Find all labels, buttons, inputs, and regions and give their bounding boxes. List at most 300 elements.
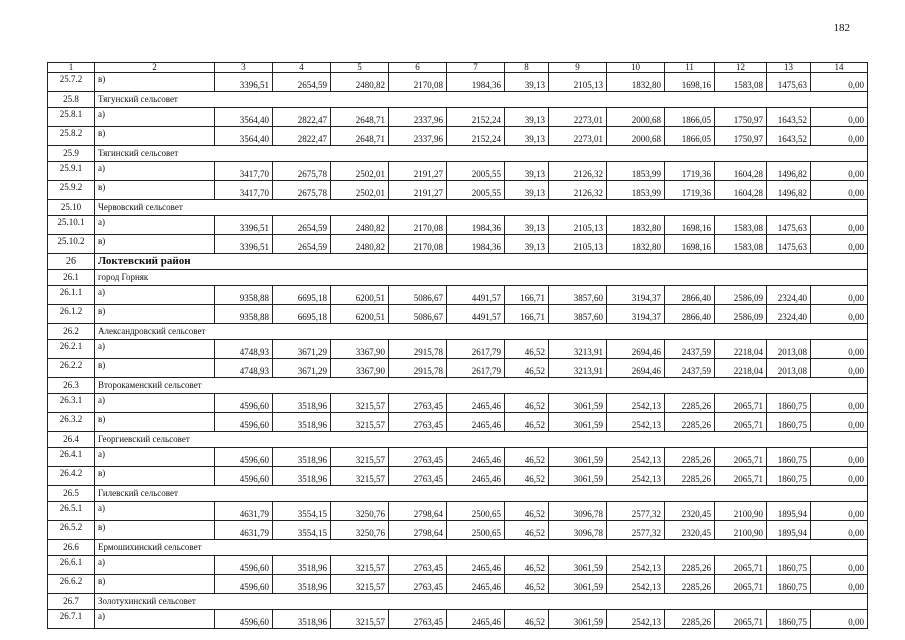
section-title: Золотухинский сельсовет	[95, 594, 868, 610]
value-cell-col-10: 1853,99	[607, 181, 665, 200]
value-cell-col-12: 2100,90	[715, 502, 767, 521]
row-code: 26.4.2	[48, 467, 95, 486]
table-row	[48, 162, 868, 181]
tariff-table	[47, 62, 868, 629]
value-cell-col-13: 1860,75	[767, 556, 811, 575]
value-cell-col-12: 1583,08	[715, 216, 767, 235]
value-cell-col-7: 2465,46	[447, 448, 505, 467]
row-code: 26.1.1	[48, 286, 95, 305]
value-cell-col-6: 2170,08	[389, 216, 447, 235]
value-cell-col-14: 0,00	[811, 127, 868, 146]
value-cell-col-13: 2013,08	[767, 359, 811, 378]
value-cell-col-6: 5086,67	[389, 286, 447, 305]
value-cell-col-8: 166,71	[505, 286, 549, 305]
value-cell-col-8: 46,52	[505, 448, 549, 467]
value-cell-col-4: 3518,96	[273, 413, 331, 432]
column-number-12: 12	[715, 63, 767, 73]
row-code: 25.7.2	[48, 73, 95, 92]
value-cell-col-11: 2285,26	[665, 448, 715, 467]
value-cell-col-10: 2542,13	[607, 575, 665, 594]
value-cell-col-13: 1496,82	[767, 181, 811, 200]
value-cell-col-13: 1860,75	[767, 413, 811, 432]
column-number-13: 13	[767, 63, 811, 73]
value-cell-col-13: 2324,40	[767, 286, 811, 305]
row-code: 26.1.2	[48, 305, 95, 324]
value-cell-col-9: 3857,60	[549, 286, 607, 305]
value-cell-col-12: 1604,28	[715, 162, 767, 181]
row-code: 26.5.2	[48, 521, 95, 540]
section-title: Ермошихинский сельсовет	[95, 540, 868, 556]
value-cell-col-9: 2105,13	[549, 216, 607, 235]
value-cell-col-7: 2152,24	[447, 108, 505, 127]
table-row	[48, 502, 868, 521]
table-row	[48, 216, 868, 235]
row-code: 26.6	[48, 540, 95, 556]
row-label: в)	[95, 127, 215, 146]
value-cell-col-6: 2915,78	[389, 359, 447, 378]
value-cell-col-9: 2105,13	[549, 73, 607, 92]
row-label: а)	[95, 502, 215, 521]
value-cell-col-4: 3518,96	[273, 394, 331, 413]
row-label: в)	[95, 467, 215, 486]
value-cell-col-4: 2654,59	[273, 73, 331, 92]
value-cell-col-3: 4596,60	[215, 394, 273, 413]
value-cell-col-7: 2500,65	[447, 502, 505, 521]
value-cell-col-8: 39,13	[505, 73, 549, 92]
value-cell-col-12: 2218,04	[715, 359, 767, 378]
value-cell-col-5: 3215,57	[331, 467, 389, 486]
table-row	[48, 127, 868, 146]
value-cell-col-13: 1895,94	[767, 521, 811, 540]
row-code: 25.10.1	[48, 216, 95, 235]
value-cell-col-9: 3061,59	[549, 448, 607, 467]
value-cell-col-14: 0,00	[811, 448, 868, 467]
table-row	[48, 521, 868, 540]
value-cell-col-8: 46,52	[505, 575, 549, 594]
value-cell-col-12: 2100,90	[715, 521, 767, 540]
section-row	[48, 92, 868, 108]
value-cell-col-6: 2763,45	[389, 556, 447, 575]
value-cell-col-11: 2866,40	[665, 286, 715, 305]
section-row	[48, 486, 868, 502]
value-cell-col-3: 4596,60	[215, 467, 273, 486]
value-cell-col-7: 1984,36	[447, 235, 505, 254]
value-cell-col-5: 3250,76	[331, 502, 389, 521]
value-cell-col-8: 46,52	[505, 521, 549, 540]
value-cell-col-12: 2065,71	[715, 394, 767, 413]
column-number-11: 11	[665, 63, 715, 73]
value-cell-col-12: 2065,71	[715, 556, 767, 575]
row-code: 26.3.2	[48, 413, 95, 432]
column-number-8: 8	[505, 63, 549, 73]
value-cell-col-13: 1860,75	[767, 448, 811, 467]
value-cell-col-8: 46,52	[505, 467, 549, 486]
section-title: Александровский сельсовет	[95, 324, 868, 340]
value-cell-col-11: 2320,45	[665, 521, 715, 540]
value-cell-col-12: 2586,09	[715, 305, 767, 324]
value-cell-col-13: 1860,75	[767, 394, 811, 413]
value-cell-col-10: 2542,13	[607, 556, 665, 575]
value-cell-col-10: 2542,13	[607, 448, 665, 467]
column-number-9: 9	[549, 63, 607, 73]
column-number-10: 10	[607, 63, 665, 73]
section-title: Тягунский сельсовет	[95, 92, 868, 108]
value-cell-col-4: 3518,96	[273, 448, 331, 467]
value-cell-col-14: 0,00	[811, 216, 868, 235]
value-cell-col-8: 46,52	[505, 413, 549, 432]
section-title: Второкаменский сельсовет	[95, 378, 868, 394]
table-row	[48, 73, 868, 92]
value-cell-col-13: 1643,52	[767, 108, 811, 127]
value-cell-col-10: 2577,32	[607, 502, 665, 521]
table-row	[48, 305, 868, 324]
value-cell-col-9: 2105,13	[549, 235, 607, 254]
value-cell-col-6: 2191,27	[389, 181, 447, 200]
value-cell-col-7: 2465,46	[447, 556, 505, 575]
value-cell-col-8: 46,52	[505, 340, 549, 359]
value-cell-col-9: 3857,60	[549, 305, 607, 324]
row-label: в)	[95, 575, 215, 594]
value-cell-col-6: 2915,78	[389, 340, 447, 359]
table-row	[48, 340, 868, 359]
row-label: в)	[95, 305, 215, 324]
value-cell-col-13: 1895,94	[767, 502, 811, 521]
value-cell-col-7: 2617,79	[447, 340, 505, 359]
value-cell-col-13: 1475,63	[767, 235, 811, 254]
row-label: в)	[95, 181, 215, 200]
value-cell-col-6: 2763,45	[389, 575, 447, 594]
value-cell-col-11: 1698,16	[665, 235, 715, 254]
value-cell-col-5: 3215,57	[331, 394, 389, 413]
column-number-5: 5	[331, 63, 389, 73]
value-cell-col-5: 2648,71	[331, 127, 389, 146]
value-cell-col-3: 4596,60	[215, 610, 273, 629]
value-cell-col-7: 2617,79	[447, 359, 505, 378]
value-cell-col-11: 1866,05	[665, 108, 715, 127]
value-cell-col-14: 0,00	[811, 556, 868, 575]
row-code: 26.2.2	[48, 359, 95, 378]
row-code: 26.1	[48, 270, 95, 286]
value-cell-col-14: 0,00	[811, 340, 868, 359]
value-cell-col-3: 3417,70	[215, 162, 273, 181]
value-cell-col-4: 2675,78	[273, 181, 331, 200]
value-cell-col-4: 3554,15	[273, 521, 331, 540]
value-cell-col-4: 3518,96	[273, 575, 331, 594]
value-cell-col-14: 0,00	[811, 394, 868, 413]
value-cell-col-12: 2065,71	[715, 610, 767, 629]
row-code: 26.7.1	[48, 610, 95, 629]
value-cell-col-6: 2763,45	[389, 413, 447, 432]
value-cell-col-3: 3564,40	[215, 127, 273, 146]
value-cell-col-5: 3215,57	[331, 413, 389, 432]
value-cell-col-11: 2285,26	[665, 413, 715, 432]
row-code: 26.5	[48, 486, 95, 502]
row-label: а)	[95, 286, 215, 305]
value-cell-col-3: 4596,60	[215, 556, 273, 575]
value-cell-col-3: 3564,40	[215, 108, 273, 127]
column-number-4: 4	[273, 63, 331, 73]
value-cell-col-6: 2763,45	[389, 610, 447, 629]
value-cell-col-4: 2654,59	[273, 216, 331, 235]
value-cell-col-8: 39,13	[505, 127, 549, 146]
row-code: 25.9.2	[48, 181, 95, 200]
value-cell-col-5: 2502,01	[331, 162, 389, 181]
table-row	[48, 610, 868, 629]
value-cell-col-8: 46,52	[505, 610, 549, 629]
row-code: 25.8.1	[48, 108, 95, 127]
value-cell-col-3: 4748,93	[215, 340, 273, 359]
row-label: а)	[95, 394, 215, 413]
row-code: 25.10.2	[48, 235, 95, 254]
value-cell-col-6: 2798,64	[389, 502, 447, 521]
value-cell-col-12: 1750,97	[715, 127, 767, 146]
value-cell-col-10: 2542,13	[607, 413, 665, 432]
value-cell-col-7: 2500,65	[447, 521, 505, 540]
value-cell-col-4: 3518,96	[273, 556, 331, 575]
value-cell-col-11: 2285,26	[665, 610, 715, 629]
value-cell-col-9: 2126,32	[549, 162, 607, 181]
value-cell-col-14: 0,00	[811, 286, 868, 305]
value-cell-col-10: 2694,46	[607, 359, 665, 378]
value-cell-col-9: 3213,91	[549, 340, 607, 359]
value-cell-col-11: 2320,45	[665, 502, 715, 521]
section-row	[48, 432, 868, 448]
row-code: 26.2	[48, 324, 95, 340]
row-code: 26.5.1	[48, 502, 95, 521]
value-cell-col-3: 3396,51	[215, 235, 273, 254]
section-row	[48, 540, 868, 556]
value-cell-col-4: 6695,18	[273, 305, 331, 324]
value-cell-col-12: 1583,08	[715, 235, 767, 254]
table-row	[48, 448, 868, 467]
row-label: а)	[95, 556, 215, 575]
row-label: в)	[95, 521, 215, 540]
value-cell-col-5: 2480,82	[331, 216, 389, 235]
row-label: в)	[95, 359, 215, 378]
table-row	[48, 359, 868, 378]
section-row	[48, 378, 868, 394]
column-number-14: 14	[811, 63, 868, 73]
row-code: 26.2.1	[48, 340, 95, 359]
table-row	[48, 394, 868, 413]
value-cell-col-10: 1832,80	[607, 235, 665, 254]
value-cell-col-9: 3213,91	[549, 359, 607, 378]
row-code: 26.3	[48, 378, 95, 394]
value-cell-col-12: 2065,71	[715, 575, 767, 594]
value-cell-col-5: 6200,51	[331, 286, 389, 305]
value-cell-col-12: 2218,04	[715, 340, 767, 359]
row-code: 26.3.1	[48, 394, 95, 413]
value-cell-col-14: 0,00	[811, 73, 868, 92]
value-cell-col-11: 1866,05	[665, 127, 715, 146]
value-cell-col-14: 0,00	[811, 467, 868, 486]
value-cell-col-5: 3367,90	[331, 340, 389, 359]
row-label: а)	[95, 162, 215, 181]
value-cell-col-10: 1853,99	[607, 162, 665, 181]
value-cell-col-7: 2465,46	[447, 467, 505, 486]
value-cell-col-9: 2273,01	[549, 127, 607, 146]
value-cell-col-11: 1698,16	[665, 216, 715, 235]
value-cell-col-9: 3096,78	[549, 521, 607, 540]
value-cell-col-14: 0,00	[811, 235, 868, 254]
table-row	[48, 235, 868, 254]
section-row	[48, 254, 868, 270]
value-cell-col-4: 3671,29	[273, 340, 331, 359]
value-cell-col-3: 4596,60	[215, 575, 273, 594]
value-cell-col-11: 2285,26	[665, 575, 715, 594]
row-code: 26.7	[48, 594, 95, 610]
value-cell-col-13: 1496,82	[767, 162, 811, 181]
value-cell-col-14: 0,00	[811, 521, 868, 540]
value-cell-col-14: 0,00	[811, 162, 868, 181]
value-cell-col-3: 4631,79	[215, 521, 273, 540]
value-cell-col-7: 2005,55	[447, 181, 505, 200]
value-cell-col-3: 4596,60	[215, 413, 273, 432]
value-cell-col-5: 3215,57	[331, 610, 389, 629]
row-code: 25.9	[48, 146, 95, 162]
value-cell-col-3: 3396,51	[215, 216, 273, 235]
value-cell-col-7: 4491,57	[447, 305, 505, 324]
value-cell-col-14: 0,00	[811, 502, 868, 521]
section-title: Локтевский район	[95, 254, 868, 270]
value-cell-col-9: 3061,59	[549, 556, 607, 575]
section-row	[48, 200, 868, 216]
value-cell-col-5: 3367,90	[331, 359, 389, 378]
value-cell-col-10: 2577,32	[607, 521, 665, 540]
value-cell-col-7: 2465,46	[447, 610, 505, 629]
row-label: а)	[95, 340, 215, 359]
value-cell-col-6: 2337,96	[389, 127, 447, 146]
value-cell-col-14: 0,00	[811, 413, 868, 432]
value-cell-col-8: 46,52	[505, 556, 549, 575]
value-cell-col-8: 46,52	[505, 394, 549, 413]
row-label: в)	[95, 73, 215, 92]
value-cell-col-3: 3396,51	[215, 73, 273, 92]
value-cell-col-13: 1475,63	[767, 73, 811, 92]
section-title: Гилевский сельсовет	[95, 486, 868, 502]
table-row	[48, 575, 868, 594]
value-cell-col-6: 2763,45	[389, 448, 447, 467]
value-cell-col-7: 1984,36	[447, 216, 505, 235]
value-cell-col-5: 3215,57	[331, 448, 389, 467]
row-code: 26.6.2	[48, 575, 95, 594]
value-cell-col-4: 2822,47	[273, 127, 331, 146]
value-cell-col-13: 1860,75	[767, 467, 811, 486]
value-cell-col-5: 2480,82	[331, 235, 389, 254]
value-cell-col-10: 2694,46	[607, 340, 665, 359]
row-code: 26	[48, 254, 95, 270]
row-code: 26.4.1	[48, 448, 95, 467]
value-cell-col-3: 9358,88	[215, 286, 273, 305]
value-cell-col-5: 3215,57	[331, 556, 389, 575]
value-cell-col-6: 2763,45	[389, 467, 447, 486]
value-cell-col-11: 2437,59	[665, 340, 715, 359]
value-cell-col-9: 3061,59	[549, 610, 607, 629]
value-cell-col-11: 2285,26	[665, 467, 715, 486]
value-cell-col-9: 3061,59	[549, 467, 607, 486]
row-label: а)	[95, 216, 215, 235]
value-cell-col-12: 1750,97	[715, 108, 767, 127]
value-cell-col-3: 4631,79	[215, 502, 273, 521]
value-cell-col-10: 2542,13	[607, 467, 665, 486]
value-cell-col-11: 2285,26	[665, 556, 715, 575]
value-cell-col-10: 1832,80	[607, 216, 665, 235]
row-code: 25.10	[48, 200, 95, 216]
section-title: Червовский сельсовет	[95, 200, 868, 216]
value-cell-col-8: 39,13	[505, 162, 549, 181]
value-cell-col-6: 2170,08	[389, 73, 447, 92]
column-number-row	[48, 63, 868, 73]
value-cell-col-5: 3250,76	[331, 521, 389, 540]
value-cell-col-7: 1984,36	[447, 73, 505, 92]
value-cell-col-8: 39,13	[505, 108, 549, 127]
value-cell-col-3: 3417,70	[215, 181, 273, 200]
table-row	[48, 467, 868, 486]
value-cell-col-5: 2480,82	[331, 73, 389, 92]
row-label: а)	[95, 448, 215, 467]
value-cell-col-6: 2191,27	[389, 162, 447, 181]
value-cell-col-7: 2152,24	[447, 127, 505, 146]
value-cell-col-11: 2866,40	[665, 305, 715, 324]
value-cell-col-11: 1698,16	[665, 73, 715, 92]
value-cell-col-5: 2648,71	[331, 108, 389, 127]
value-cell-col-4: 2654,59	[273, 235, 331, 254]
section-row	[48, 270, 868, 286]
table-row	[48, 108, 868, 127]
value-cell-col-8: 46,52	[505, 359, 549, 378]
value-cell-col-8: 166,71	[505, 305, 549, 324]
value-cell-col-14: 0,00	[811, 108, 868, 127]
value-cell-col-5: 3215,57	[331, 575, 389, 594]
section-row	[48, 146, 868, 162]
value-cell-col-6: 2170,08	[389, 235, 447, 254]
value-cell-col-9: 3061,59	[549, 575, 607, 594]
row-label: а)	[95, 610, 215, 629]
value-cell-col-5: 2502,01	[331, 181, 389, 200]
column-number-2: 2	[95, 63, 215, 73]
value-cell-col-13: 2324,40	[767, 305, 811, 324]
column-number-6: 6	[389, 63, 447, 73]
value-cell-col-8: 39,13	[505, 235, 549, 254]
value-cell-col-10: 2000,68	[607, 108, 665, 127]
value-cell-col-5: 6200,51	[331, 305, 389, 324]
value-cell-col-12: 2065,71	[715, 467, 767, 486]
section-title: город Горняк	[95, 270, 868, 286]
value-cell-col-12: 2065,71	[715, 413, 767, 432]
value-cell-col-13: 1860,75	[767, 575, 811, 594]
row-code: 25.9.1	[48, 162, 95, 181]
value-cell-col-12: 2586,09	[715, 286, 767, 305]
value-cell-col-14: 0,00	[811, 610, 868, 629]
value-cell-col-13: 1860,75	[767, 610, 811, 629]
value-cell-col-13: 1643,52	[767, 127, 811, 146]
table-row	[48, 286, 868, 305]
value-cell-col-4: 3518,96	[273, 467, 331, 486]
row-code: 25.8	[48, 92, 95, 108]
value-cell-col-4: 3554,15	[273, 502, 331, 521]
value-cell-col-3: 4748,93	[215, 359, 273, 378]
value-cell-col-11: 2285,26	[665, 394, 715, 413]
column-number-1: 1	[48, 63, 95, 73]
value-cell-col-8: 39,13	[505, 181, 549, 200]
section-title: Тягинский сельсовет	[95, 146, 868, 162]
value-cell-col-4: 2822,47	[273, 108, 331, 127]
value-cell-col-10: 1832,80	[607, 73, 665, 92]
column-number-3: 3	[215, 63, 273, 73]
table-row	[48, 181, 868, 200]
section-title: Георгиевский сельсовет	[95, 432, 868, 448]
page-number: 182	[833, 22, 850, 34]
